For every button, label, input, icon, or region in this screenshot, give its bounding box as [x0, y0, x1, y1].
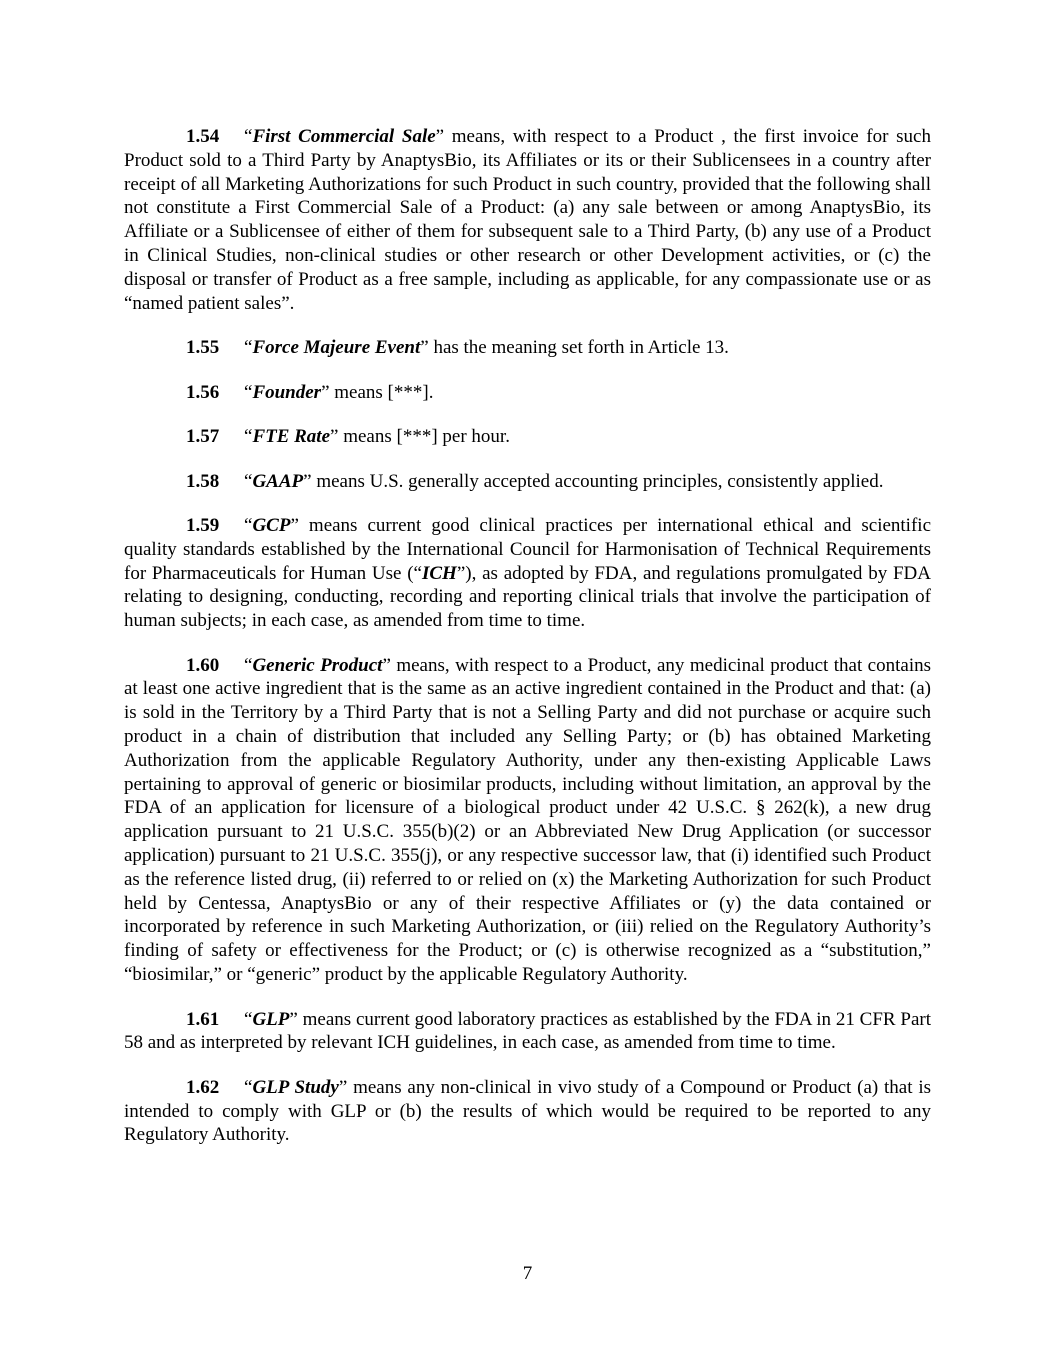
- defined-term: GLP: [252, 1008, 290, 1030]
- clause-1-62: 1.62 “GLP Study” means any non-clinical in vivo study of a Compound or Product (a) that is intended to comply with GLP or (b) the results of which would be required to be reported to any Regulatory Authority.: [124, 1076, 931, 1146]
- clause-number: 1.60: [186, 654, 220, 676]
- clause-1-59: 1.59 “GCP” means current good clinical practices per international ethical and scientific quality standards established by the International Council for Harmonisation of Technical Requirements for Pharmaceuticals for Human Use (“ICH”), as adopted by FDA, and regulations promulgated by FDA relating to designing, conducting, recording and reporting clinical trials that involve the participation of human subjects; in each case, as amended from time to time.: [124, 515, 931, 632]
- clause-number: 1.55: [186, 337, 220, 359]
- defined-term: First Commercial Sale: [252, 126, 436, 147]
- clause-number: 1.62: [186, 1076, 220, 1098]
- clause-text: means U.S. generally accepted accounting principles, consistently applied.: [311, 470, 884, 492]
- clause-number: 1.61: [186, 1008, 220, 1030]
- clause-number: 1.57: [186, 426, 220, 448]
- clause-text-continued: ”), as adopted by FDA, and regulations promulgated by FDA relating to designing, conducting, recording and reporting clinical trials that involve the participation of human subjects; in each case, as amended from time to time.: [124, 562, 931, 632]
- page-number: 7: [522, 1263, 533, 1284]
- clause-1-60: 1.60 “Generic Product” means, with respect to a Product, any medicinal product that contains at least one active ingredient that is the same as an active ingredient contained in the Product and that: (a) is sold in the Territory by a Third Party that is not a Selling Party and did not purchase or acquire such product in a chain of distribution that included any Selling Party; or (b) has obtained Marketing Authorization from the applicable Regulatory Authority, under any then-existing Applicable Laws pertaining to approval of generic or biosimilar products, including without limitation, an approval by the FDA of an application for licensure of a biological product under 42 U.S.C. § 262(k), a new drug application pursuant to 21 U.S.C. 355(b)(2) or an Abbreviated New Drug Application (or successor application) pursuant to 21 U.S.C. 355(j), or any respective successor law, that (i) identified such Product as the reference listed drug, (ii) referred to or relied on (x) the Marketing Authorization for such Product held by Centessa, AnaptysBio or any of their respective Affiliates or (y) the data contained or incorporated by reference in such Marketing Authorization, or (iii) relied on the Regulatory Authority’s finding of safety or effectiveness for the Product; or (c) is otherwise recognized as a “substitution,” “biosimilar,” or “generic” product by the applicable Regulatory Authority.: [124, 654, 931, 986]
- defined-term: GCP: [252, 515, 291, 536]
- defined-term: Founder: [252, 381, 322, 403]
- clause-1-57: 1.57 “FTE Rate” means [***] per hour.: [186, 426, 510, 448]
- clause-text: means current good laboratory practices as established by the FDA in 21 CFR Part 58 and as interpreted by relevant ICH guidelines, in each case, as amended from time to time.: [124, 1008, 931, 1054]
- clause-text: means current good clinical practices per international ethical and scientific quality standards established by the International Council for Harmonisation of Technical Requirements for Pharmaceuticals for Human Use (: [124, 515, 931, 584]
- clause-1-56: 1.56 “Founder” means [***].: [186, 381, 434, 403]
- clause-number: 1.56: [186, 381, 220, 403]
- clause-number: 1.59: [186, 515, 220, 536]
- clause-1-58: 1.58 “GAAP” means U.S. generally accepted accounting principles, consistently applied.: [186, 470, 884, 492]
- defined-term: FTE Rate: [252, 426, 331, 448]
- defined-term: Force Majeure Event: [252, 337, 421, 359]
- clause-text: has the meaning set forth in Article 13.: [428, 337, 729, 359]
- clause-1-54: 1.54 “First Commercial Sale” means, with respect to a Product , the first invoice for such Product sold to a Third Party by AnaptysBio, its Affiliates or its or their Sublicensees in a country after receipt of all Marketing Authorizations for such Product in such country, provided that the following shall not constitute a First Commercial Sale of a Product: (a) any sale between or among AnaptysBio, its Affiliate or a Sublicensee of either of them for subsequent sale to a Third Party, (b) any use of a Product in Clinical Studies, non-clinical studies or other research or other Development activities, or (c) the disposal or transfer of Product as a free sample, including as applicable, for any compassionate use or as “named patient sales”.: [124, 126, 931, 314]
- defined-term-inline: ICH: [421, 562, 457, 584]
- clause-text: means, with respect to a Product , the first invoice for such Product sold to a Third Party by AnaptysBio, its Affiliates or its or their Sublicensees in a country after receipt of all Marketing Authorizations for such Product in such country, provided that the following shall not constitute a First Commercial Sale of a Product: (a) any sale between or among AnaptysBio, its Affiliate or a Sublicensee of either of them for subsequent sale to a Third Party, (b) any use of a Product in Clinical Studies, non-clinical studies or other research or other Development activities, or (c) the disposal or transfer of Product as a free sample, including as applicable, for any compassionate use or as “named patient sales”.: [124, 126, 931, 314]
- defined-term: GAAP: [252, 470, 304, 492]
- defined-term: GLP Study: [252, 1076, 339, 1098]
- clause-number: 1.54: [186, 126, 220, 147]
- clause-text: means [***] per hour.: [338, 426, 510, 448]
- clause-number: 1.58: [186, 470, 220, 492]
- clause-1-55: 1.55 “Force Majeure Event” has the meaning set forth in Article 13.: [186, 337, 729, 359]
- clause-text: means, with respect to a Product, any medicinal product that contains at least one active ingredient that is the same as an active ingredient contained in the Product and that: (a) is sold in the Territory by a Third Party that is not a Selling Party and did not purchase or acquire such product in a chain of distribution that included any Selling Party; or (b) has obtained Marketing Authorization from the applicable Regulatory Authority, under any then-existing Applicable Laws pertaining to approval of generic or biosimilar products, including without limitation, an approval by the FDA of an application for licensure of a biological product under 42 U.S.C. § 262(k), a new drug application pursuant to 21 U.S.C. 355(b)(2) or an Abbreviated New Drug Application (or successor application) pursuant to 21 U.S.C. 355(j), or any respective successor law, that (i) identified such Product as the reference listed drug, (ii) referred to or relied on (x) the Marketing Authorization for such Product held by Centessa, AnaptysBio or any of their respective Affiliates or (y) the data contained or incorporated by reference in such Marketing Authorization, or (iii) relied on the Regulatory Authority’s finding of safety or effectiveness for the Product; or (c) is otherwise recognized as a “substitution,” “biosimilar,” or “generic” product by the applicable Regulatory Authority.: [124, 654, 931, 986]
- clause-text: means [***].: [329, 381, 434, 403]
- document-body: [124, 125, 931, 1168]
- clause-text: means any non-clinical in vivo study of a Compound or Product (a) that is intended to comply with GLP or (b) the results of which would be required to be reported to any Regulatory Authority.: [124, 1076, 931, 1146]
- clause-1-61: 1.61 “GLP” means current good laboratory practices as established by the FDA in 21 CFR Part 58 and as interpreted by relevant ICH guidelines, in each case, as amended from time to time.: [124, 1008, 931, 1054]
- defined-term: Generic Product: [252, 654, 383, 676]
